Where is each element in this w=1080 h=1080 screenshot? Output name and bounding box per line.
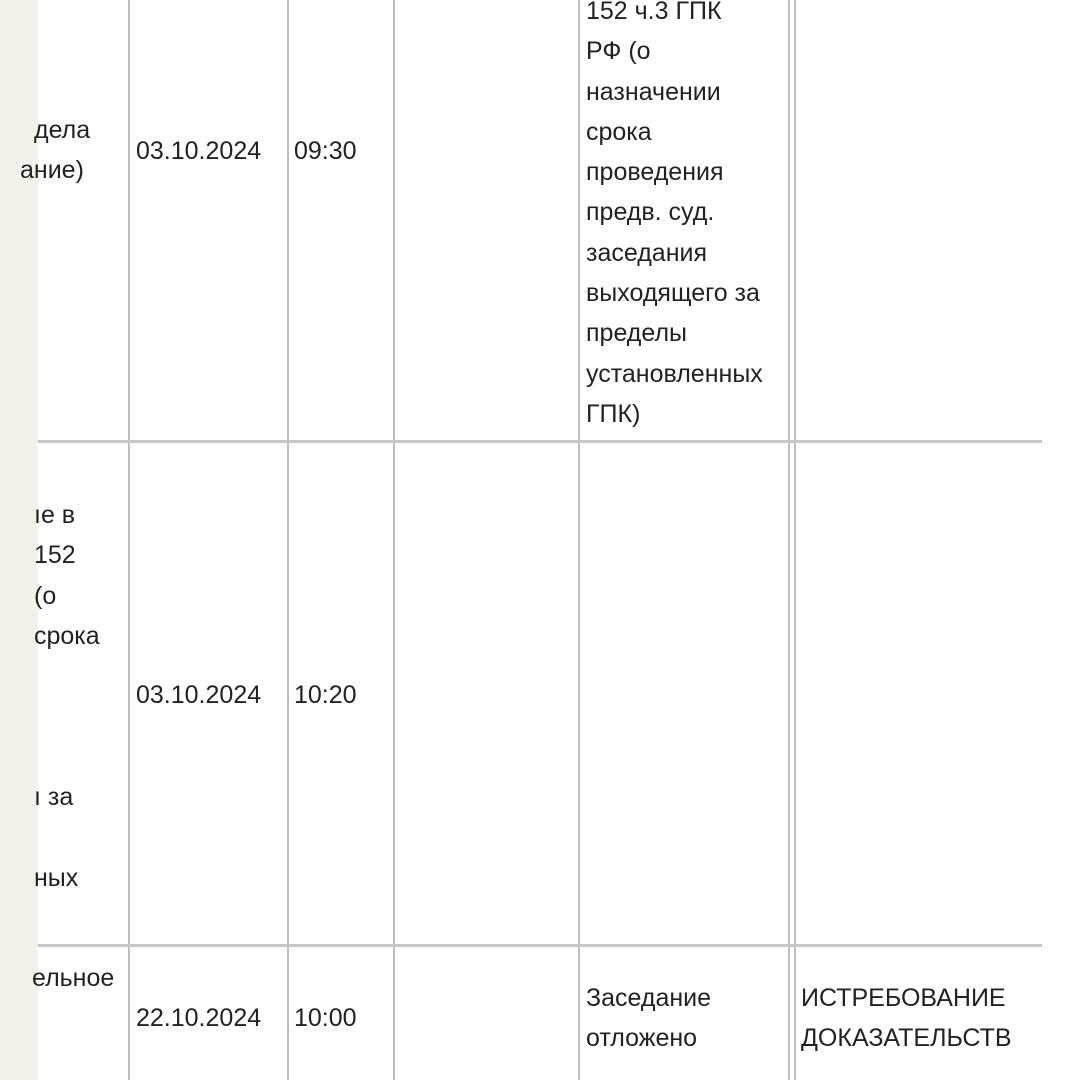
case-name-text: срока <box>34 621 100 650</box>
case-name-text: 152 <box>34 541 76 570</box>
case-name-text <box>34 817 100 857</box>
row-divider <box>38 440 1042 443</box>
postponement-reason: ИСТРЕБОВАНИЕ ДОКАЗАТЕЛЬСТВ <box>801 984 1012 1053</box>
case-name-text: (о <box>34 581 57 610</box>
hearing-time: 10:00 <box>294 1004 357 1032</box>
case-name-text: дела <box>34 116 91 144</box>
hearing-time: 09:30 <box>294 137 357 165</box>
column-divider <box>578 0 580 1080</box>
hearing-time: 10:20 <box>294 681 357 709</box>
column-divider <box>788 0 790 1080</box>
case-name-text <box>34 656 100 696</box>
case-name-text: ных <box>34 863 79 892</box>
case-name-text <box>34 696 100 736</box>
case-name-text: ельное <box>32 964 115 992</box>
hearing-date: 03.10.2024 <box>136 681 262 709</box>
hearing-date: 03.10.2024 <box>136 137 262 165</box>
row-divider <box>38 944 1042 947</box>
case-name-text: ıе в <box>34 501 76 529</box>
case-name-text: ı за <box>34 783 74 812</box>
hearing-result: Заседание отложено <box>586 984 712 1053</box>
case-name-cell <box>34 495 126 905</box>
case-name-text: ание) <box>20 156 84 184</box>
case-name-text <box>34 737 100 777</box>
column-divider <box>287 0 289 1080</box>
case-name-cell <box>20 110 126 200</box>
hearing-result: 152 ч.3 ГПК РФ (о назначении срока проведения предв. суд. заседания выходящего за пределы установленных ГПК) <box>586 0 763 428</box>
column-divider <box>393 0 395 1080</box>
column-divider <box>794 0 796 1080</box>
case-name-cell <box>32 958 126 1002</box>
hearing-date: 22.10.2024 <box>136 1004 262 1032</box>
column-divider <box>128 0 130 1080</box>
